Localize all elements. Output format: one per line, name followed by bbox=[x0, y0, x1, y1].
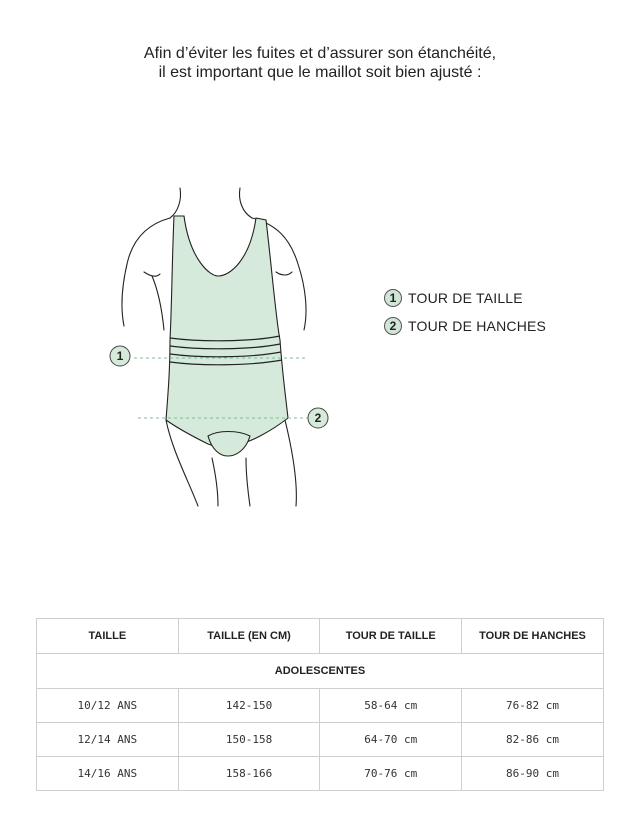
cell-height: 142-150 bbox=[178, 689, 320, 723]
legend-number-1: 1 bbox=[384, 289, 402, 307]
left-arm-inner-line bbox=[152, 276, 164, 330]
inner-left-leg-line bbox=[212, 458, 218, 506]
marker-1 bbox=[110, 346, 130, 366]
table-row bbox=[37, 757, 604, 791]
cell-waist: 70-76 cm bbox=[320, 757, 462, 791]
table-group-row bbox=[37, 654, 604, 689]
swimsuit-crotch bbox=[208, 432, 250, 457]
left-hand-line bbox=[144, 272, 160, 276]
marker-1-label: 1 bbox=[116, 349, 124, 363]
cell-size: 14/16 ANS bbox=[37, 757, 179, 791]
cell-hips: 86-90 cm bbox=[462, 757, 604, 791]
cell-height: 158-166 bbox=[178, 757, 320, 791]
table-row bbox=[37, 689, 604, 723]
legend-label-waist: TOUR DE TAILLE bbox=[408, 290, 523, 306]
swimsuit-shape bbox=[166, 216, 288, 447]
swimsuit-illustration bbox=[100, 180, 350, 510]
table-header-row bbox=[37, 619, 604, 654]
legend-item-hips bbox=[384, 314, 546, 338]
table-row bbox=[37, 723, 604, 757]
marker-2-label: 2 bbox=[314, 411, 322, 425]
measurement-legend bbox=[384, 286, 546, 342]
size-table bbox=[36, 618, 604, 791]
neck-right-line bbox=[240, 188, 253, 218]
header-taille-cm: TAILLE (EN CM) bbox=[178, 619, 320, 654]
cell-size: 12/14 ANS bbox=[37, 723, 179, 757]
right-leg-line bbox=[284, 416, 296, 506]
legend-number-2: 2 bbox=[384, 317, 402, 335]
header-tour-hanches: TOUR DE HANCHES bbox=[462, 619, 604, 654]
header-taille: TAILLE bbox=[37, 619, 179, 654]
cell-hips: 82-86 cm bbox=[462, 723, 604, 757]
legend-item-waist bbox=[384, 286, 546, 310]
header-tour-taille: TOUR DE TAILLE bbox=[320, 619, 462, 654]
marker-2 bbox=[308, 408, 328, 428]
intro-text bbox=[0, 44, 640, 82]
neck-left-line bbox=[170, 188, 181, 218]
left-arm-line bbox=[122, 218, 170, 326]
intro-line-1: Afin d’éviter les fuites et d’assurer son étanchéité, bbox=[143, 45, 497, 62]
cell-height: 150-158 bbox=[178, 723, 320, 757]
legend-label-hips: TOUR DE HANCHES bbox=[408, 318, 547, 334]
cell-waist: 64-70 cm bbox=[320, 723, 462, 757]
inner-right-leg-line bbox=[246, 458, 250, 506]
cell-hips: 76-82 cm bbox=[462, 689, 604, 723]
cell-size: 10/12 ANS bbox=[37, 689, 179, 723]
right-hand-line bbox=[276, 272, 292, 275]
cell-waist: 58-64 cm bbox=[320, 689, 462, 723]
intro-line-2: il est important que le maillot soit bien ajusté : bbox=[158, 64, 482, 81]
group-label: ADOLESCENTES bbox=[37, 654, 604, 689]
